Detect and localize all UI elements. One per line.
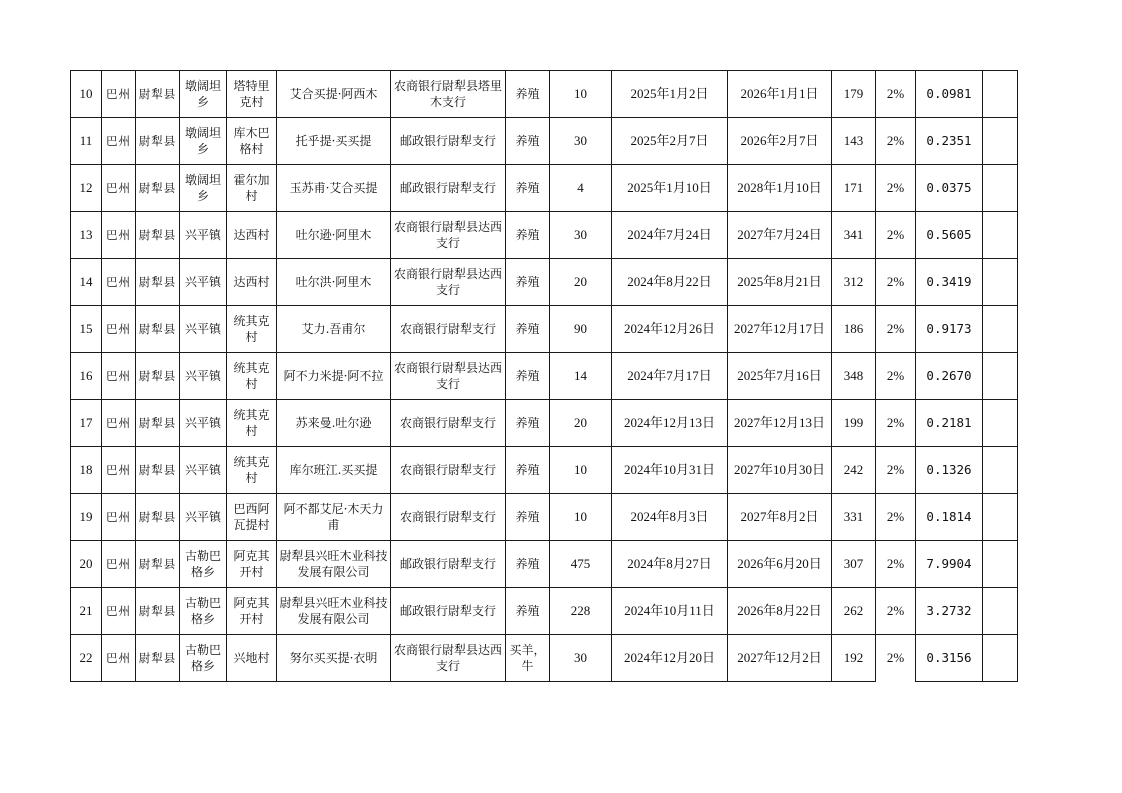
borrower-cell: 艾力.吾甫尔 <box>277 306 391 353</box>
village-cell: 统其克村 <box>227 306 277 353</box>
village-cell: 兴地村 <box>227 635 277 682</box>
county-cell: 尉犁县 <box>136 165 180 212</box>
loan-amount-cell: 90 <box>550 306 612 353</box>
village-cell: 塔特里克村 <box>227 71 277 118</box>
days-cell: 341 <box>832 212 876 259</box>
row-number-cell: 17 <box>71 400 102 447</box>
purpose-cell: 养殖 <box>506 447 550 494</box>
rate-cell: 2% <box>876 588 916 635</box>
county-cell: 尉犁县 <box>136 447 180 494</box>
end-date-cell: 2027年7月24日 <box>728 212 832 259</box>
county-cell: 尉犁县 <box>136 353 180 400</box>
county-cell: 尉犁县 <box>136 588 180 635</box>
town-cell: 兴平镇 <box>180 259 227 306</box>
loan-amount-cell: 30 <box>550 635 612 682</box>
table-row <box>71 635 1018 682</box>
village-cell: 统其克村 <box>227 447 277 494</box>
town-cell: 古勒巴格乡 <box>180 588 227 635</box>
end-date-cell: 2026年2月7日 <box>728 118 832 165</box>
region-cell: 巴州 <box>102 71 136 118</box>
rate-cell: 2% <box>876 400 916 447</box>
loan-subsidy-table-page <box>70 70 1018 682</box>
start-date-cell: 2024年12月20日 <box>612 635 728 682</box>
bank-cell: 农商银行尉犁县塔里木支行 <box>391 71 506 118</box>
loan-amount-cell: 228 <box>550 588 612 635</box>
end-date-cell: 2025年8月21日 <box>728 259 832 306</box>
region-cell: 巴州 <box>102 306 136 353</box>
loan-amount-cell: 14 <box>550 353 612 400</box>
town-cell: 兴平镇 <box>180 494 227 541</box>
region-cell: 巴州 <box>102 259 136 306</box>
county-cell: 尉犁县 <box>136 259 180 306</box>
borrower-cell: 尉犁县兴旺木业科技发展有限公司 <box>277 541 391 588</box>
rate-cell: 2% <box>876 259 916 306</box>
purpose-cell: 养殖 <box>506 259 550 306</box>
subsidy-amount-cell: 0.0375 <box>916 165 983 212</box>
purpose-cell: 养殖 <box>506 306 550 353</box>
start-date-cell: 2024年7月17日 <box>612 353 728 400</box>
row-number-cell: 11 <box>71 118 102 165</box>
row-number-cell: 20 <box>71 541 102 588</box>
rate-cell: 2% <box>876 447 916 494</box>
end-date-cell: 2027年12月17日 <box>728 306 832 353</box>
region-cell: 巴州 <box>102 494 136 541</box>
purpose-cell: 养殖 <box>506 165 550 212</box>
loan-amount-cell: 20 <box>550 400 612 447</box>
table-row <box>71 212 1018 259</box>
remark-cell <box>983 353 1018 400</box>
subsidy-amount-cell: 0.9173 <box>916 306 983 353</box>
purpose-cell: 养殖 <box>506 400 550 447</box>
rate-cell: 2% <box>876 71 916 118</box>
table-row <box>71 165 1018 212</box>
row-number-cell: 22 <box>71 635 102 682</box>
subsidy-amount-cell: 3.2732 <box>916 588 983 635</box>
end-date-cell: 2027年12月2日 <box>728 635 832 682</box>
loan-amount-cell: 10 <box>550 71 612 118</box>
remark-cell <box>983 71 1018 118</box>
row-number-cell: 15 <box>71 306 102 353</box>
loan-amount-cell: 30 <box>550 118 612 165</box>
start-date-cell: 2024年12月26日 <box>612 306 728 353</box>
loan-amount-cell: 10 <box>550 447 612 494</box>
region-cell: 巴州 <box>102 212 136 259</box>
borrower-cell: 艾合买提·阿西木 <box>277 71 391 118</box>
row-number-cell: 14 <box>71 259 102 306</box>
remark-cell <box>983 165 1018 212</box>
subsidy-amount-cell: 0.2351 <box>916 118 983 165</box>
region-cell: 巴州 <box>102 541 136 588</box>
purpose-cell: 养殖 <box>506 588 550 635</box>
row-number-cell: 16 <box>71 353 102 400</box>
loan-amount-cell: 10 <box>550 494 612 541</box>
town-cell: 墩阔坦乡 <box>180 71 227 118</box>
town-cell: 兴平镇 <box>180 306 227 353</box>
bank-cell: 农商银行尉犁支行 <box>391 494 506 541</box>
county-cell: 尉犁县 <box>136 71 180 118</box>
rate-cell: 2% <box>876 212 916 259</box>
table-row <box>71 118 1018 165</box>
row-number-cell: 12 <box>71 165 102 212</box>
days-cell: 348 <box>832 353 876 400</box>
subsidy-amount-cell: 0.2670 <box>916 353 983 400</box>
borrower-cell: 苏来曼.吐尔逊 <box>277 400 391 447</box>
village-cell: 霍尔加村 <box>227 165 277 212</box>
remark-cell <box>983 259 1018 306</box>
days-cell: 312 <box>832 259 876 306</box>
borrower-cell: 吐尔逊·阿里木 <box>277 212 391 259</box>
row-number-cell: 19 <box>71 494 102 541</box>
rate-cell: 2% <box>876 494 916 541</box>
end-date-cell: 2027年8月2日 <box>728 494 832 541</box>
county-cell: 尉犁县 <box>136 212 180 259</box>
borrower-cell: 吐尔洪·阿里木 <box>277 259 391 306</box>
end-date-cell: 2025年7月16日 <box>728 353 832 400</box>
bank-cell: 邮政银行尉犁支行 <box>391 588 506 635</box>
purpose-cell: 养殖 <box>506 212 550 259</box>
bank-cell: 邮政银行尉犁支行 <box>391 118 506 165</box>
bank-cell: 农商银行尉犁县达西支行 <box>391 212 506 259</box>
remark-cell <box>983 588 1018 635</box>
end-date-cell: 2026年6月20日 <box>728 541 832 588</box>
row-number-cell: 18 <box>71 447 102 494</box>
table-body <box>71 71 1018 682</box>
remark-cell <box>983 212 1018 259</box>
remark-cell <box>983 118 1018 165</box>
end-date-cell: 2026年1月1日 <box>728 71 832 118</box>
days-cell: 179 <box>832 71 876 118</box>
days-cell: 186 <box>832 306 876 353</box>
rate-cell: 2% <box>876 353 916 400</box>
days-cell: 262 <box>832 588 876 635</box>
bank-cell: 农商银行尉犁县达西支行 <box>391 353 506 400</box>
borrower-cell: 阿不力米提·阿不拉 <box>277 353 391 400</box>
county-cell: 尉犁县 <box>136 635 180 682</box>
row-number-cell: 13 <box>71 212 102 259</box>
start-date-cell: 2025年1月2日 <box>612 71 728 118</box>
days-cell: 242 <box>832 447 876 494</box>
town-cell: 墩阔坦乡 <box>180 165 227 212</box>
region-cell: 巴州 <box>102 353 136 400</box>
purpose-cell: 养殖 <box>506 541 550 588</box>
borrower-cell: 阿不都艾尼·木天力甫 <box>277 494 391 541</box>
row-number-cell: 10 <box>71 71 102 118</box>
table-row <box>71 400 1018 447</box>
loan-amount-cell: 4 <box>550 165 612 212</box>
remark-cell <box>983 306 1018 353</box>
start-date-cell: 2024年10月11日 <box>612 588 728 635</box>
subsidy-amount-cell: 0.5605 <box>916 212 983 259</box>
region-cell: 巴州 <box>102 165 136 212</box>
end-date-cell: 2026年8月22日 <box>728 588 832 635</box>
village-cell: 巴西阿瓦提村 <box>227 494 277 541</box>
bank-cell: 农商银行尉犁县达西支行 <box>391 259 506 306</box>
table-row <box>71 259 1018 306</box>
region-cell: 巴州 <box>102 118 136 165</box>
table-row <box>71 353 1018 400</box>
remark-cell <box>983 541 1018 588</box>
town-cell: 墩阔坦乡 <box>180 118 227 165</box>
town-cell: 兴平镇 <box>180 212 227 259</box>
village-cell: 达西村 <box>227 212 277 259</box>
county-cell: 尉犁县 <box>136 118 180 165</box>
rate-cell: 2% <box>876 306 916 353</box>
days-cell: 307 <box>832 541 876 588</box>
town-cell: 兴平镇 <box>180 353 227 400</box>
village-cell: 统其克村 <box>227 353 277 400</box>
start-date-cell: 2024年12月13日 <box>612 400 728 447</box>
county-cell: 尉犁县 <box>136 494 180 541</box>
subsidy-amount-cell: 0.0981 <box>916 71 983 118</box>
village-cell: 库木巴格村 <box>227 118 277 165</box>
days-cell: 331 <box>832 494 876 541</box>
loan-amount-cell: 20 <box>550 259 612 306</box>
region-cell: 巴州 <box>102 635 136 682</box>
borrower-cell: 努尔买买提·衣明 <box>277 635 391 682</box>
borrower-cell: 玉苏甫·艾合买提 <box>277 165 391 212</box>
borrower-cell: 尉犁县兴旺木业科技发展有限公司 <box>277 588 391 635</box>
table-row <box>71 71 1018 118</box>
remark-cell <box>983 400 1018 447</box>
town-cell: 古勒巴格乡 <box>180 635 227 682</box>
table-row <box>71 588 1018 635</box>
loan-amount-cell: 30 <box>550 212 612 259</box>
purpose-cell: 养殖 <box>506 118 550 165</box>
bank-cell: 邮政银行尉犁支行 <box>391 165 506 212</box>
rate-cell: 2% <box>876 541 916 588</box>
loan-amount-cell: 475 <box>550 541 612 588</box>
days-cell: 199 <box>832 400 876 447</box>
borrower-cell: 库尔班江.买买提 <box>277 447 391 494</box>
town-cell: 兴平镇 <box>180 400 227 447</box>
bank-cell: 农商银行尉犁支行 <box>391 400 506 447</box>
village-cell: 阿克其开村 <box>227 541 277 588</box>
county-cell: 尉犁县 <box>136 541 180 588</box>
remark-cell <box>983 494 1018 541</box>
end-date-cell: 2028年1月10日 <box>728 165 832 212</box>
region-cell: 巴州 <box>102 400 136 447</box>
village-cell: 达西村 <box>227 259 277 306</box>
bank-cell: 邮政银行尉犁支行 <box>391 541 506 588</box>
purpose-cell: 养殖 <box>506 353 550 400</box>
purpose-cell: 买羊，牛 <box>506 635 550 682</box>
rate-cell: 2% <box>876 118 916 165</box>
region-cell: 巴州 <box>102 447 136 494</box>
start-date-cell: 2025年1月10日 <box>612 165 728 212</box>
village-cell: 统其克村 <box>227 400 277 447</box>
days-cell: 143 <box>832 118 876 165</box>
town-cell: 兴平镇 <box>180 447 227 494</box>
remark-cell <box>983 447 1018 494</box>
bank-cell: 农商银行尉犁支行 <box>391 306 506 353</box>
borrower-cell: 托乎提·买买提 <box>277 118 391 165</box>
subsidy-amount-cell: 0.1326 <box>916 447 983 494</box>
table-row <box>71 494 1018 541</box>
rate-cell: 2% <box>876 635 916 682</box>
rate-cell: 2% <box>876 165 916 212</box>
start-date-cell: 2024年8月3日 <box>612 494 728 541</box>
bank-cell: 农商银行尉犁支行 <box>391 447 506 494</box>
town-cell: 古勒巴格乡 <box>180 541 227 588</box>
county-cell: 尉犁县 <box>136 400 180 447</box>
purpose-cell: 养殖 <box>506 71 550 118</box>
start-date-cell: 2024年7月24日 <box>612 212 728 259</box>
loan-subsidy-table <box>70 70 1018 682</box>
table-row <box>71 306 1018 353</box>
table-row <box>71 447 1018 494</box>
subsidy-amount-cell: 7.9904 <box>916 541 983 588</box>
remark-cell <box>983 635 1018 682</box>
subsidy-amount-cell: 0.3156 <box>916 635 983 682</box>
county-cell: 尉犁县 <box>136 306 180 353</box>
start-date-cell: 2025年2月7日 <box>612 118 728 165</box>
end-date-cell: 2027年10月30日 <box>728 447 832 494</box>
subsidy-amount-cell: 0.3419 <box>916 259 983 306</box>
village-cell: 阿克其开村 <box>227 588 277 635</box>
table-row <box>71 541 1018 588</box>
start-date-cell: 2024年8月22日 <box>612 259 728 306</box>
start-date-cell: 2024年8月27日 <box>612 541 728 588</box>
subsidy-amount-cell: 0.1814 <box>916 494 983 541</box>
days-cell: 171 <box>832 165 876 212</box>
start-date-cell: 2024年10月31日 <box>612 447 728 494</box>
end-date-cell: 2027年12月13日 <box>728 400 832 447</box>
region-cell: 巴州 <box>102 588 136 635</box>
row-number-cell: 21 <box>71 588 102 635</box>
bank-cell: 农商银行尉犁县达西支行 <box>391 635 506 682</box>
purpose-cell: 养殖 <box>506 494 550 541</box>
days-cell: 192 <box>832 635 876 682</box>
subsidy-amount-cell: 0.2181 <box>916 400 983 447</box>
